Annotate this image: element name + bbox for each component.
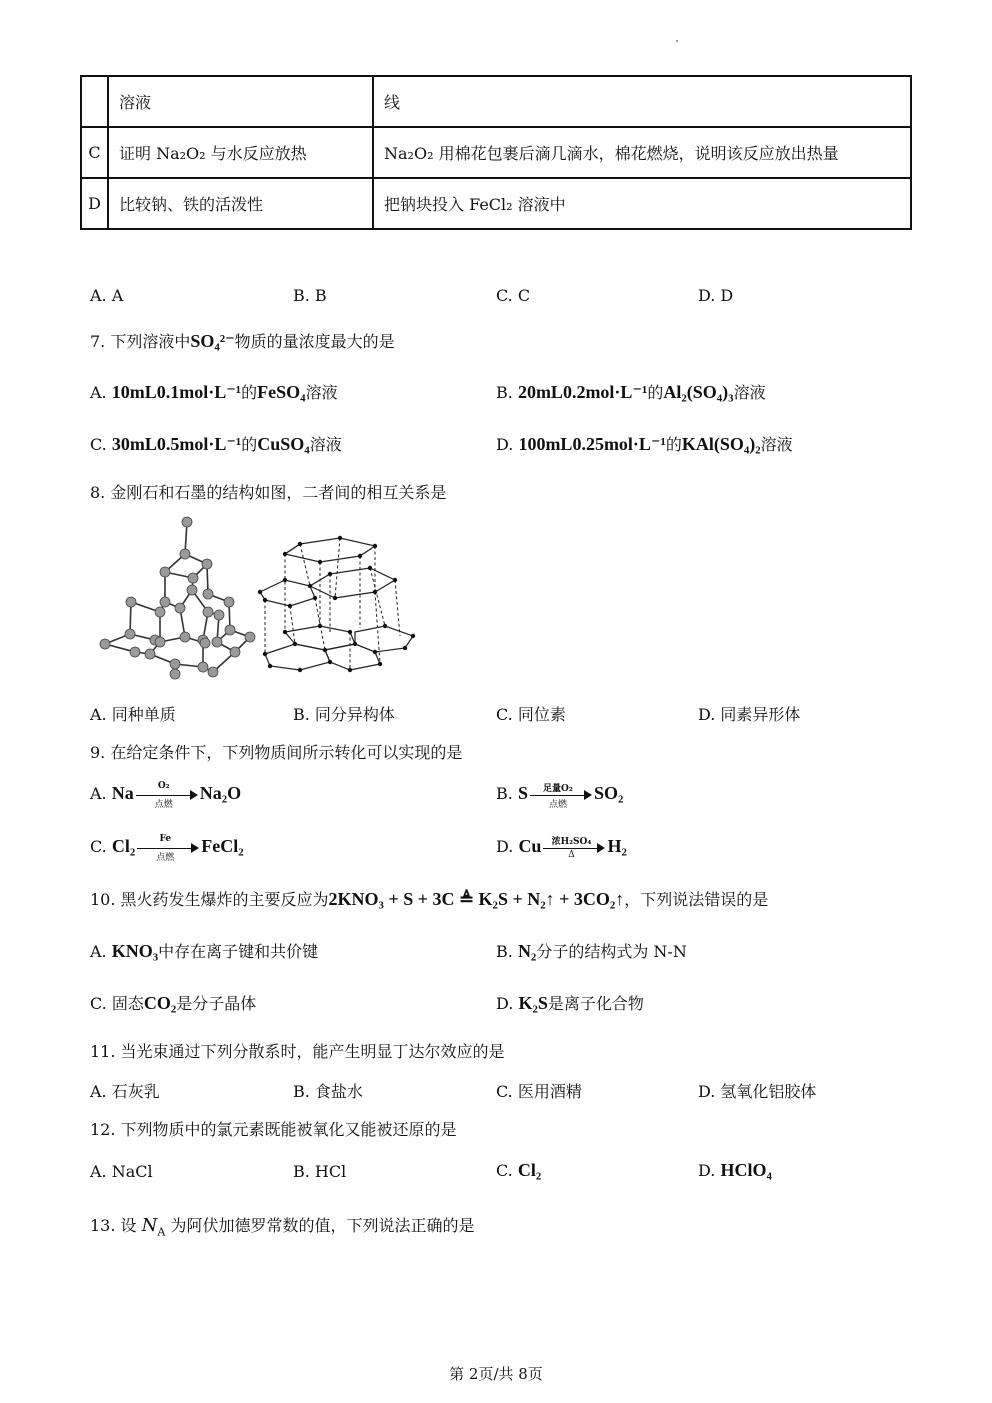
table-cell-purpose: 溶液 xyxy=(108,76,373,127)
q10-option-c[interactable] xyxy=(90,991,256,1014)
option-formula: CO₂ xyxy=(143,993,177,1013)
q8-option-b[interactable]: B. 同分异构体 xyxy=(293,705,395,724)
table-row xyxy=(81,76,911,127)
q9-option-d[interactable] xyxy=(496,836,627,859)
option-text: 的 xyxy=(647,383,664,402)
product: SO₂ xyxy=(593,783,624,803)
diamond-structure-figure xyxy=(95,512,260,680)
option-formula: FeSO₄ xyxy=(257,382,306,402)
option-formula: KNO₃ xyxy=(111,941,159,961)
option-tail: 溶液 xyxy=(305,383,338,402)
option-label: C. xyxy=(90,994,107,1013)
product: H₂ xyxy=(607,836,627,856)
arrow-condition-above: Fe xyxy=(159,833,172,844)
q8-option-d[interactable]: D. 同素异形体 xyxy=(698,705,801,724)
experiment-table xyxy=(80,75,912,230)
option-text: 是分子晶体 xyxy=(176,994,257,1013)
q7-stem-prefix: 7. 下列溶液中 xyxy=(90,332,191,351)
q10-stem xyxy=(90,887,768,910)
option-formula: N₂ xyxy=(517,941,537,961)
q6-option-d[interactable]: D. D xyxy=(698,286,734,305)
q10-equation: 2KNO₃ + S + 3C ≜ K₂S + N₂↑ + 3CO₂↑ xyxy=(328,889,625,909)
q12-option-b[interactable] xyxy=(293,1162,346,1181)
q13-stem-suffix: 为阿伏加德罗常数的值，下列说法正确的是 xyxy=(170,1216,475,1235)
q7-option-d[interactable] xyxy=(496,432,793,455)
option-formula: KAl(SO₄)₂ xyxy=(681,434,761,454)
graphite-structure-figure xyxy=(255,532,420,677)
q10-option-b[interactable] xyxy=(496,939,687,962)
table-row xyxy=(81,127,911,178)
q13-stem-prefix: 13. 设 xyxy=(90,1216,137,1235)
option-amount: 30mL0.5mol·L⁻¹ xyxy=(111,434,242,454)
option-label: C. xyxy=(90,435,107,454)
q8-option-c[interactable]: C. 同位素 xyxy=(496,705,566,724)
reaction-arrow-icon xyxy=(543,837,605,859)
table-cell-method: 线 xyxy=(373,76,911,127)
arrow-condition-below: Δ xyxy=(568,849,575,860)
q11-stem: 11. 当光束通过下列分散系时，能产生明显丁达尔效应的是 xyxy=(90,1042,505,1061)
option-text: 中存在离子键和共价键 xyxy=(158,942,319,961)
q12-option-c[interactable] xyxy=(496,1160,541,1181)
q13-symbol: $N_A$ xyxy=(141,1215,166,1239)
q9-stem: 9. 在给定条件下，下列物质间所示转化可以实现的是 xyxy=(90,743,463,762)
arrow-condition-above: 浓H₂SO₄ xyxy=(551,836,592,847)
option-formula: Cl₂ xyxy=(517,1160,542,1180)
option-label: D. xyxy=(496,994,514,1013)
reactant: S xyxy=(517,783,528,803)
reactant: Na xyxy=(111,783,134,803)
option-label: D. xyxy=(698,1161,716,1180)
option-label: D. xyxy=(496,837,514,856)
q9-option-a[interactable] xyxy=(90,780,242,810)
q10-stem-suffix: ，下列说法错误的是 xyxy=(624,890,769,909)
arrow-condition-above: O₂ xyxy=(157,780,170,791)
option-label: A. xyxy=(90,784,107,803)
option-label: C. xyxy=(496,1161,513,1180)
arrow-condition-below: 点燃 xyxy=(548,799,567,810)
q7-option-b[interactable] xyxy=(496,380,766,403)
option-tail: 溶液 xyxy=(733,383,766,402)
option-amount: 100mL0.25mol·L⁻¹ xyxy=(518,434,666,454)
scan-dot xyxy=(676,40,678,42)
q13-symbol-subscript: A xyxy=(157,1225,166,1239)
option-amount: 20mL0.2mol·L⁻¹ xyxy=(517,382,648,402)
option-tail: 溶液 xyxy=(309,435,342,454)
table-cell-method: 把钠块投入 FeCl₂ 溶液中 xyxy=(373,178,911,229)
q8-stem: 8. 金刚石和石墨的结构如图，二者间的相互关系是 xyxy=(90,483,447,502)
option-text: 的 xyxy=(241,383,258,402)
option-text: 是离子化合物 xyxy=(547,994,644,1013)
option-formula: CuSO₄ xyxy=(257,434,310,454)
q7-stem-suffix: 物质的量浓度最大的是 xyxy=(234,332,395,351)
option-label: A. xyxy=(90,942,107,961)
reaction-arrow-icon xyxy=(530,783,592,810)
option-tail: 溶液 xyxy=(760,435,793,454)
q12-option-a[interactable] xyxy=(90,1162,153,1181)
q11-option-c[interactable]: C. 医用酒精 xyxy=(496,1082,582,1101)
option-label: B. xyxy=(496,383,513,402)
table-cell-purpose: 比较钠、铁的活泼性 xyxy=(108,178,373,229)
option-text: 的 xyxy=(665,435,682,454)
option-label: B. xyxy=(496,784,513,803)
option-label: B. HCl xyxy=(293,1162,347,1181)
reactant: Cl₂ xyxy=(111,836,136,856)
table-cell-key xyxy=(81,76,108,127)
option-pre: 固态 xyxy=(111,994,144,1013)
option-formula: HClO₄ xyxy=(720,1160,772,1180)
arrow-condition-above: 足量O₂ xyxy=(543,783,573,794)
table-cell-method: Na₂O₂ 用棉花包裹后滴几滴水，棉花燃烧，说明该反应放出热量 xyxy=(373,127,911,178)
q6-option-a[interactable]: A. A xyxy=(90,286,124,305)
q12-option-d[interactable] xyxy=(698,1160,772,1181)
product: Na₂O xyxy=(199,783,242,803)
q9-option-c[interactable] xyxy=(90,833,244,863)
q7-option-c[interactable] xyxy=(90,432,342,455)
q11-option-b[interactable]: B. 食盐水 xyxy=(293,1082,363,1101)
q13-stem xyxy=(90,1213,474,1239)
option-text: 分子的结构式为 N-N xyxy=(536,942,687,961)
option-label: A. xyxy=(90,383,107,402)
table-cell-purpose: 证明 Na₂O₂ 与水反应放热 xyxy=(108,127,373,178)
product: FeCl₂ xyxy=(201,836,244,856)
option-label: B. xyxy=(496,942,513,961)
option-formula: K₂S xyxy=(518,993,548,1013)
option-label: D. xyxy=(496,435,514,454)
reaction-arrow-icon xyxy=(136,780,198,810)
reaction-arrow-icon xyxy=(137,833,199,863)
q12-stem: 12. 下列物质中的氯元素既能被氧化又能被还原的是 xyxy=(90,1120,457,1139)
option-label: A. NaCl xyxy=(90,1162,153,1181)
option-formula: Al₂(SO₄)₃ xyxy=(663,382,734,402)
q7-option-a[interactable] xyxy=(90,380,338,403)
table-cell-key: C xyxy=(81,127,108,178)
page-footer: 第 2页/共 8页 xyxy=(449,1365,543,1383)
q9-option-b[interactable] xyxy=(496,783,624,810)
table-cell-key: D xyxy=(81,178,108,229)
q11-option-d[interactable]: D. 氢氧化铝胶体 xyxy=(698,1082,817,1101)
q6-option-c[interactable]: C. C xyxy=(496,286,531,305)
q7-stem-formula: SO₄²⁻ xyxy=(190,331,235,351)
q8-option-a[interactable]: A. 同种单质 xyxy=(90,705,176,724)
arrow-condition-below: 点燃 xyxy=(156,852,175,863)
option-text: 的 xyxy=(241,435,258,454)
q7-stem xyxy=(90,329,395,352)
q10-stem-prefix: 10. 黑火药发生爆炸的主要反应为 xyxy=(90,890,329,909)
q11-option-a[interactable]: A. 石灰乳 xyxy=(90,1082,160,1101)
q10-option-d[interactable] xyxy=(496,991,644,1014)
reactant: Cu xyxy=(518,836,542,856)
arrow-condition-below: 点燃 xyxy=(154,799,173,810)
option-amount: 10mL0.1mol·L⁻¹ xyxy=(111,382,242,402)
q10-option-a[interactable] xyxy=(90,939,318,962)
option-label: C. xyxy=(90,837,107,856)
table-row xyxy=(81,178,911,229)
q6-option-b[interactable]: B. B xyxy=(293,286,327,305)
